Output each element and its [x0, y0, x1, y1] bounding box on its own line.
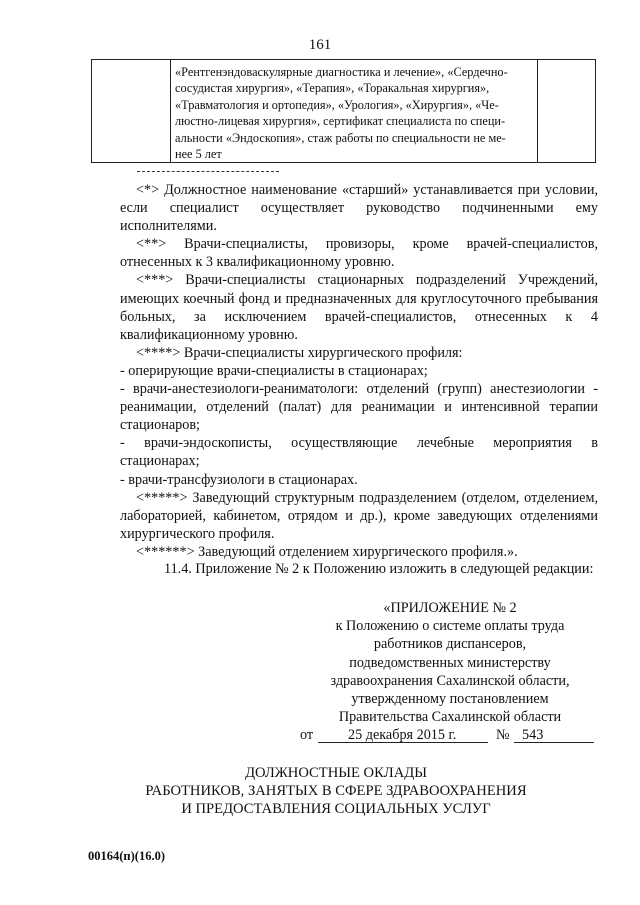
number-label: № [496, 727, 510, 744]
footnote-separator [137, 171, 279, 172]
appendix-line: здравоохранения Сахалинской области, [330, 672, 570, 689]
footnotes [120, 181, 598, 561]
table-text-line: люстно-лицевая хирургия», сертификат специалиста по специ- [175, 114, 506, 129]
footnote-3: <***> Врачи-специалисты стационарных подразделений Учреждений, имеющих коечный фонд и предназначенных для круглосуточного пребывания больных, за исключением врачей-специалистов, отнесенных к 4 квалификационному уровню. [120, 272, 598, 343]
page-number: 161 [308, 37, 332, 53]
resolution-number: 543 [522, 727, 544, 744]
table-text-line: альности «Эндоскопия», стаж работы по специальности не ме- [175, 130, 506, 145]
resolution-date-row [300, 726, 600, 744]
resolution-date: 25 декабря 2015 г. [348, 727, 457, 744]
footnote-4-item: - оперирующие врачи-специалисты в стационарах; [120, 362, 428, 379]
footnote-1: <*> Должностное наименование «старший» устанавливается при условии, если специалист осуществляет руководство подчиненными ему исполнителями. [120, 182, 598, 235]
heading-line: РАБОТНИКОВ, ЗАНЯТЫХ В СФЕРЕ ЗДРАВООХРАНЕНИЯ [145, 783, 527, 800]
appendix-line: работников диспансеров, [373, 636, 527, 653]
qualification-table [91, 59, 596, 163]
table-text-line: нее 5 лет [175, 147, 222, 162]
table-row [92, 60, 596, 163]
document-heading [120, 764, 552, 819]
document-code: 00164(п)(16.0) [88, 849, 165, 863]
date-label: от [300, 727, 314, 744]
appendix-line: Правительства Сахалинской области [338, 709, 562, 726]
appendix-line: подведомственных министерству [349, 654, 551, 671]
table-text-line: «Травматология и ортопедия», «Урология», «Хирургия», «Че- [175, 97, 499, 112]
heading-line: И ПРЕДОСТАВЛЕНИЯ СОЦИАЛЬНЫХ УСЛУГ [181, 801, 491, 818]
amendment-clause: 11.4. Приложение № 2 к Положению изложить в следующей редакции: [164, 561, 594, 577]
heading-line: ДОЛЖНОСТНЫЕ ОКЛАДЫ [245, 765, 427, 781]
footnote-4: <****> Врачи-специалисты хирургического профиля: [136, 344, 463, 361]
table-cell-requirements [171, 60, 538, 163]
table-text-line: сосудистая хирургия», «Терапия», «Торакальная хирургия», [175, 81, 490, 96]
appendix-block [300, 599, 600, 744]
footnote-4-item: - врачи-трансфузиологи в стационарах. [120, 471, 358, 488]
table-cell-empty-left [92, 60, 171, 163]
footnote-4-item: - врачи-анестезиологи-реаниматологи: отделений (групп) анестезиологии - реанимации, отделений (палат) для реанимации и интенсивной терапии стационаров; [120, 381, 598, 434]
table-cell-empty-right [538, 60, 596, 163]
appendix-line: к Положению о системе оплаты труда [335, 618, 565, 635]
table-text-line: «Рентгенэндоваскулярные диагностика и лечение», «Сердечно- [175, 65, 508, 79]
footnote-2: <**> Врачи-специалисты, провизоры, кроме врачей-специалистов, отнесенных к 3 квалификационному уровню. [120, 236, 598, 271]
footnote-6: <******> Заведующий отделением хирургического профиля.». [136, 543, 518, 560]
appendix-title: «ПРИЛОЖЕНИЕ № 2 [383, 600, 517, 616]
appendix-line: утвержденному постановлением [351, 691, 549, 708]
footnote-4-item: - врачи-эндоскописты, осуществляющие лечебные мероприятия в стационарах; [120, 435, 598, 470]
footnote-5: <*****> Заведующий структурным подразделением (отделом, отделением, лабораторией, кабинетом, отрядом и др.), кроме заведующих отделениями хирургического профиля. [120, 489, 598, 542]
